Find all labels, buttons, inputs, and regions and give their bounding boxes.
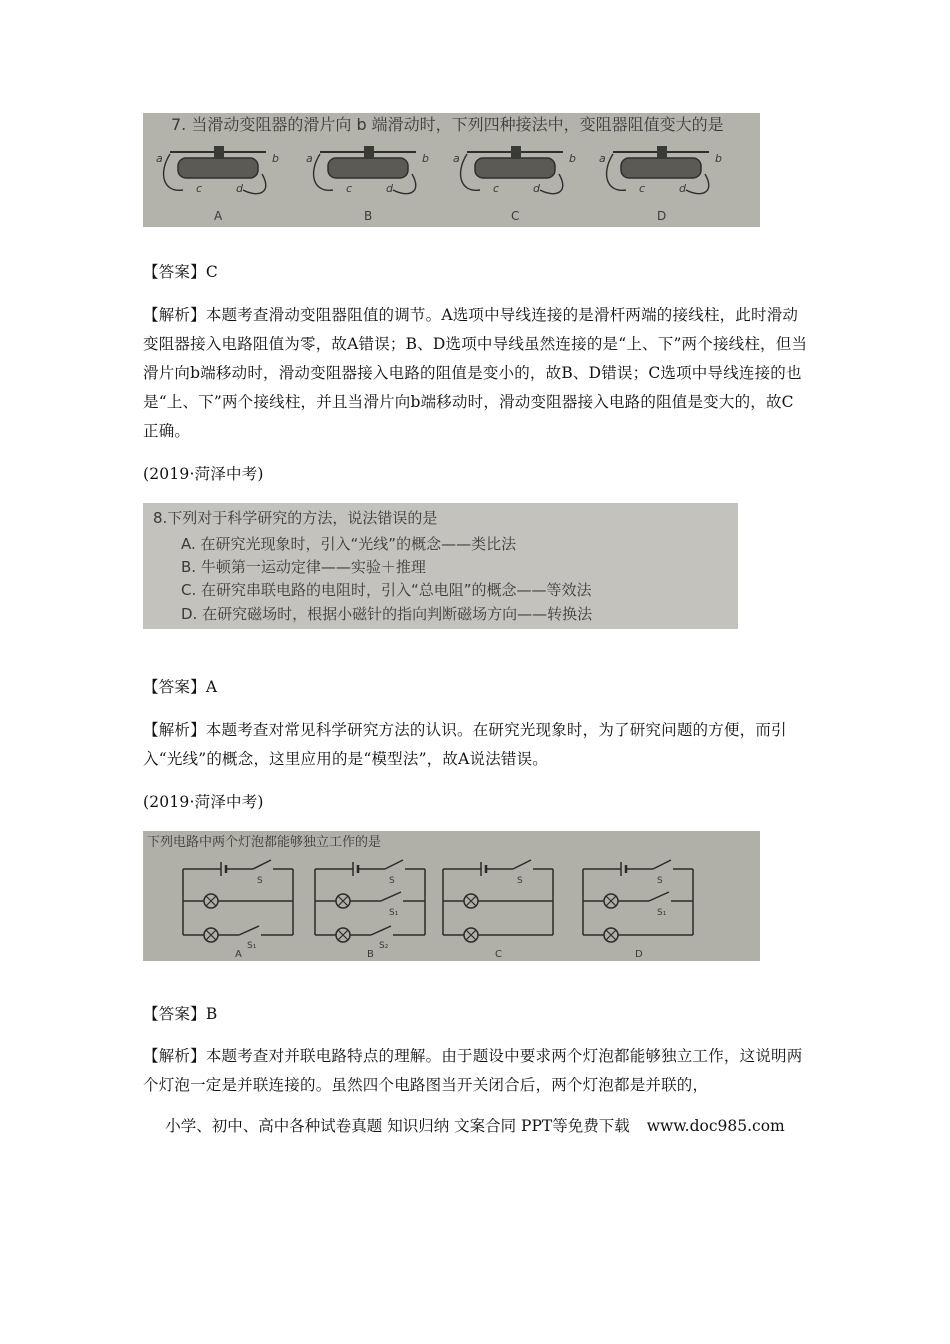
answer-value: A: [205, 678, 218, 696]
terminal-d-label: d: [679, 182, 686, 195]
option-label: C: [511, 209, 520, 223]
switch-label: S: [517, 876, 523, 886]
switch-label: S₁: [247, 941, 257, 951]
analysis-8: [143, 716, 808, 774]
option-label: B: [367, 949, 374, 960]
option-label: A: [214, 209, 223, 223]
rheostat-coil: [328, 158, 408, 178]
analysis-label: 【解析】: [143, 306, 206, 324]
terminal-d-label: d: [533, 182, 540, 195]
footer-text: 小学、初中、高中各种试卷真题 知识归纳 文案合同 PPT等免费下载: [165, 1117, 630, 1135]
rheostat-coil: [475, 158, 555, 178]
terminal-b-label: b: [715, 152, 722, 165]
switch-label: S: [657, 876, 663, 886]
rheostat-diagrams: [156, 146, 722, 223]
rheostat-slider: [657, 146, 667, 158]
terminal-c-label: c: [196, 182, 203, 195]
question-7-stem: 7. 当滑动变阻器的滑片向 b 端滑动时，下列四种接法中，变阻器阻值变大的是: [171, 115, 724, 134]
terminal-a-label: a: [156, 152, 163, 165]
analysis-7: [143, 301, 808, 446]
answer-8: [143, 673, 808, 702]
analysis-text: 本题考查滑动变阻器阻值的调节。A选项中导线连接的是滑杆两端的接线柱，此时滑动变阻器接入电路阻值为零，故A错误；B、D选项中导线虽然连接的是“上、下”两个接线柱，但当滑片向b端移动时，滑动变阻器接入电路的阻值是变小的，故B、D错误；C选项中导线连接的也是“上、下”两个接线柱，并且当滑片向b端移动时，滑动变阻器接入电路的阻值是变大的，故C正确。: [143, 306, 808, 440]
switch-label: S₂: [379, 941, 389, 951]
analysis-9: [143, 1042, 808, 1100]
rheostat-A: [156, 146, 279, 223]
option-label: B: [364, 209, 373, 223]
answer-label: 【答案】: [143, 263, 206, 281]
q8-line-2: B. 牛顿第一运动定律——实验＋推理: [181, 558, 426, 576]
terminal-d-label: d: [386, 182, 393, 195]
terminal-c-label: c: [639, 182, 646, 195]
switch-label: S₁: [389, 908, 399, 918]
circuit-B: [315, 860, 425, 960]
analysis-text: 本题考查对并联电路特点的理解。由于题设中要求两个灯泡都能够独立工作，这说明两个灯泡一定是并联连接的。虽然四个电路图当开关闭合后，两个灯泡都是并联的，: [143, 1047, 803, 1094]
rheostat-slider: [364, 146, 374, 158]
terminal-d-label: d: [236, 182, 243, 195]
terminal-c-label: c: [493, 182, 500, 195]
answer-label: 【答案】: [143, 1005, 206, 1023]
terminal-c-label: c: [346, 182, 353, 195]
q8-line-0: 8.下列对于科学研究的方法，说法错误的是: [153, 509, 438, 527]
rheostat-coil: [178, 158, 258, 178]
analysis-label: 【解析】: [143, 721, 206, 739]
switch-s: [385, 860, 403, 869]
terminal-a-label: a: [599, 152, 606, 165]
switch-s: [253, 860, 271, 869]
answer-9: [143, 1000, 808, 1029]
circuit-C: [443, 860, 553, 960]
question-7-image: [143, 113, 760, 227]
terminal-a-label: a: [453, 152, 460, 165]
q8-line-3: C. 在研究串联电路的电阻时，引入“总电阻”的概念——等效法: [181, 581, 592, 599]
switch-s: [513, 860, 531, 869]
switch-label: S: [257, 876, 263, 886]
source-9: (2019·菏泽中考): [143, 793, 264, 811]
option-label: D: [657, 209, 667, 223]
q8-line-4: D. 在研究磁场时，根据小磁针的指向判断磁场方向——转换法: [181, 605, 593, 623]
switch-label: S₁: [657, 908, 667, 918]
rheostat-D: [599, 146, 722, 223]
page-footer: [0, 1114, 950, 1136]
terminal-b-label: b: [272, 152, 279, 165]
answer-7: [143, 258, 808, 287]
switch-label: S: [389, 876, 395, 886]
option-label: C: [495, 949, 502, 960]
rheostat-slider: [511, 146, 521, 158]
option-label: A: [235, 949, 242, 960]
circuit-A: [183, 860, 293, 960]
switch-s: [653, 860, 671, 869]
q8-line-1: A. 在研究光现象时，引入“光线”的概念——类比法: [181, 535, 517, 553]
analysis-label: 【解析】: [143, 1047, 206, 1065]
rheostat-B: [306, 146, 429, 223]
question-9-image: [143, 831, 760, 961]
terminal-a-label: a: [306, 152, 313, 165]
answer-value: B: [205, 1005, 218, 1023]
circuit-diagrams: [183, 860, 693, 960]
rheostat-slider: [214, 146, 224, 158]
terminal-b-label: b: [422, 152, 429, 165]
option-label: D: [635, 949, 643, 960]
answer-label: 【答案】: [143, 678, 206, 696]
analysis-text: 本题考查对常见科学研究方法的认识。在研究光现象时，为了研究问题的方便，而引入“光线”的概念，这里应用的是“模型法”，故A说法错误。: [143, 721, 787, 768]
source-8: (2019·菏泽中考): [143, 465, 264, 483]
terminal-b-label: b: [569, 152, 576, 165]
question-9-stem: 下列电路中两个灯泡都能够独立工作的是: [147, 835, 382, 850]
rheostat-coil: [621, 158, 701, 178]
answer-value: C: [205, 263, 218, 281]
footer-url[interactable]: www.doc985.com: [646, 1117, 785, 1135]
rheostat-C: [453, 146, 576, 223]
question-8-image: [143, 503, 738, 629]
circuit-D: [583, 860, 693, 960]
